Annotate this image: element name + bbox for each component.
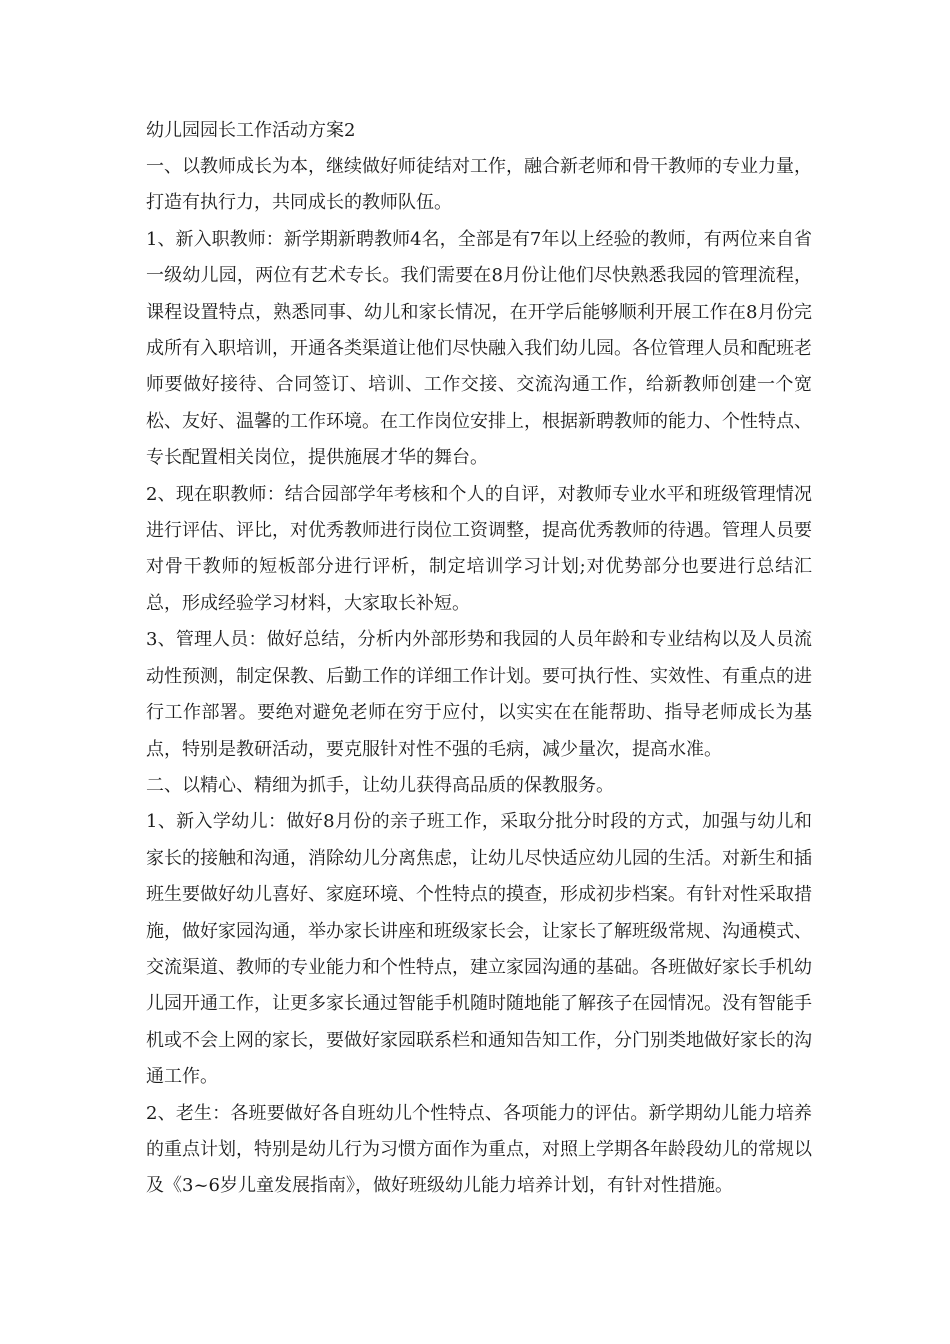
paragraph-teacher-growth: 一、以教师成长为本，继续做好师徒结对工作，融合新老师和骨干教师的专业力量，打造有执行力，共同成长的教师队伍。 bbox=[146, 156, 812, 214]
document-title: 幼儿园园长工作活动方案2 bbox=[146, 120, 356, 141]
paragraph-new-teachers: 1、新入职教师：新学期新聘教师4名，全部是有7年以上经验的教师，有两位来自省一级幼儿园，两位有艺术专长。我们需要在8月份让他们尽快熟悉我园的管理流程，课程设置特点，熟悉同事、幼儿和家长情况，在开学后能够顺利开展工作在8月份完成所有入职培训，开通各类渠道让他们尽快融入我们幼儿园。各位管理人员和配班老师要做好接待、合同签订、培训、工作交接、交流沟通工作，给新教师创建一个宽松、友好、温馨的工作环境。在工作岗位安排上，根据新聘教师的能力、个性特点、专长配置相关岗位，提供施展才华的舞台。 bbox=[146, 228, 812, 469]
paragraph-current-teachers: 2、现在职教师：结合园部学年考核和个人的自评，对教师专业水平和班级管理情况进行评估、评比，对优秀教师进行岗位工资调整，提高优秀教师的待遇。管理人员要对骨干教师的短板部分进行评析，制定培训学习计划;对优势部分也要进行总结汇总，形成经验学习材料，大家取长补短。 bbox=[146, 483, 812, 614]
document-body bbox=[146, 113, 812, 1205]
paragraph-quality-service: 二、以精心、精细为抓手，让幼儿获得高品质的保教服务。 bbox=[146, 774, 614, 796]
paragraph-management-staff: 3、管理人员：做好总结，分析内外部形势和我园的人员年龄和专业结构以及人员流动性预测，制定保教、后勤工作的详细工作计划。要可执行性、实效性、有重点的进行工作部署。要绝对避免老师在穷于应付，以实实在在能帮助、指导老师成长为基点，特别是教研活动，要克服针对性不强的毛病，减少量次，提高水准。 bbox=[146, 629, 812, 760]
paragraph-new-children: 1、新入学幼儿：做好8月份的亲子班工作，采取分批分时段的方式，加强与幼儿和家长的接触和沟通，消除幼儿分离焦虑，让幼儿尽快适应幼儿园的生活。对新生和插班生要做好幼儿喜好、家庭环境、个性特点的摸查，形成初步档案。有针对性采取措施，做好家园沟通，举办家长讲座和班级家长会，让家长了解班级常规、沟通模式、交流渠道、教师的专业能力和个性特点，建立家园沟通的基础。各班做好家长手机幼儿园开通工作，让更多家长通过智能手机随时随地能了解孩子在园情况。没有智能手机或不会上网的家长，要做好家园联系栏和通知告知工作，分门别类地做好家长的沟通工作。 bbox=[146, 811, 812, 1088]
paragraph-returning-children: 2、老生：各班要做好各自班幼儿个性特点、各项能力的评估。新学期幼儿能力培养的重点计划，特别是幼儿行为习惯方面作为重点，对照上学期各年龄段幼儿的常规以及《3~6岁儿童发展指南》，做好班级幼儿能力培养计划，有针对性措施。 bbox=[146, 1102, 812, 1197]
